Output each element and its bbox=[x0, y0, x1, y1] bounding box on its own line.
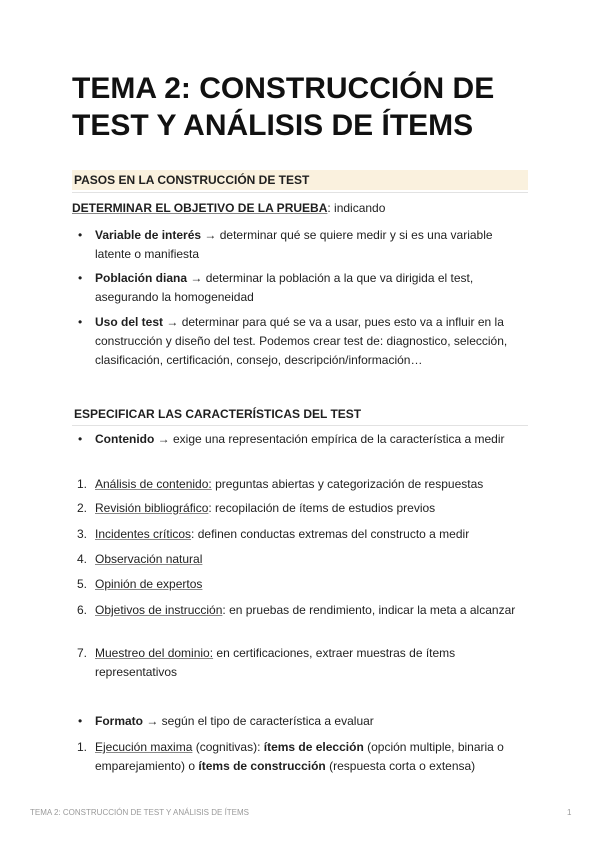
item-bold: ítems de construcción bbox=[198, 759, 326, 773]
item-label: Objetivos de instrucción bbox=[95, 603, 223, 617]
bullet-icon: • bbox=[78, 714, 83, 728]
item-label: Ejecución maxima bbox=[95, 740, 193, 754]
numbered-item bbox=[72, 499, 528, 518]
list-item bbox=[72, 226, 528, 264]
numbered-item bbox=[72, 525, 528, 544]
numbered-item bbox=[72, 644, 528, 682]
item-term: Uso del test bbox=[95, 315, 164, 329]
item-number: 7. bbox=[77, 646, 88, 660]
arrow-icon: → bbox=[143, 714, 162, 728]
item-term: Formato bbox=[95, 714, 143, 728]
bullet-icon: • bbox=[78, 432, 83, 446]
arrow-icon: → bbox=[154, 432, 173, 446]
item-label: Incidentes críticos bbox=[95, 527, 192, 541]
item-number: 4. bbox=[77, 552, 88, 566]
item-label: Observación natural bbox=[95, 552, 203, 566]
item-number: 5. bbox=[77, 577, 88, 591]
item-text: en certificaciones, extraer muestras de ítems representativos bbox=[95, 646, 456, 679]
bullet-icon: • bbox=[78, 271, 83, 285]
item-text: (cognitivas): bbox=[192, 740, 264, 754]
item-text: : definen conductas extremas del constructo a medir bbox=[191, 527, 470, 541]
list-item bbox=[72, 313, 528, 370]
numbered-item bbox=[72, 601, 528, 620]
item-text: (respuesta corta o extensa) bbox=[325, 759, 476, 773]
section-heading-especificar: ESPECIFICAR LAS CARACTERÍSTICAS DEL TEST bbox=[74, 407, 362, 421]
numbered-item bbox=[72, 738, 528, 776]
page-number: 1 bbox=[567, 808, 572, 817]
item-text: según el tipo de característica a evaluar bbox=[161, 714, 374, 728]
item-label: Análisis de contenido: bbox=[95, 477, 212, 491]
item-label: Revisión bibliográfico bbox=[95, 501, 209, 515]
list-item bbox=[72, 269, 528, 307]
list-item bbox=[72, 712, 528, 731]
item-text: : en pruebas de rendimiento, indicar la meta a alcanzar bbox=[222, 603, 516, 617]
divider bbox=[72, 192, 528, 193]
item-number: 1. bbox=[77, 477, 88, 491]
footer-title: TEMA 2: CONSTRUCCIÓN DE TEST Y ANÁLISIS DE ÍTEMS bbox=[30, 808, 250, 817]
item-term: Contenido bbox=[95, 432, 155, 446]
item-label: Muestreo del dominio: bbox=[95, 646, 214, 660]
item-number: 6. bbox=[77, 603, 88, 617]
item-number: 1. bbox=[77, 740, 88, 754]
bullet-icon: • bbox=[78, 228, 83, 242]
section-heading-pasos: PASOS EN LA CONSTRUCCIÓN DE TEST bbox=[72, 170, 528, 190]
bullet-icon: • bbox=[78, 315, 83, 329]
item-label: Opinión de expertos bbox=[95, 577, 203, 591]
item-text: preguntas abiertas y categorización de respuestas bbox=[211, 477, 484, 491]
item-text: (opción multiple, binaria o emparejamiento) o bbox=[95, 740, 504, 773]
item-text: determinar para qué se va a usar, pues esto va a influir en la construcción y diseño del test. Podemos crear test de: diagnostico, selección, clasificación, certificación, consejo, descripción/información… bbox=[95, 315, 508, 367]
objective-label: DETERMINAR EL OBJETIVO DE LA PRUEBA bbox=[72, 201, 328, 215]
item-text: determinar qué se quiere medir y si es una variable latente o manifiesta bbox=[95, 228, 493, 261]
arrow-icon: → bbox=[163, 315, 182, 329]
item-term: Población diana bbox=[95, 271, 188, 285]
numbered-item bbox=[72, 550, 528, 569]
objective-rest: : indicando bbox=[327, 201, 386, 215]
list-item bbox=[72, 430, 528, 449]
item-text: determinar la población a la que va dirigida el test, asegurando la homogeneidad bbox=[95, 271, 474, 304]
numbered-item bbox=[72, 575, 528, 594]
arrow-icon: → bbox=[201, 228, 220, 242]
page-title: TEMA 2: CONSTRUCCIÓN DE TEST Y ANÁLISIS DE ÍTEMS bbox=[72, 72, 495, 142]
numbered-item bbox=[72, 475, 528, 494]
item-number: 2. bbox=[77, 501, 88, 515]
item-term: Variable de interés bbox=[95, 228, 202, 242]
item-text: : recopilación de ítems de estudios previos bbox=[208, 501, 436, 515]
arrow-icon: → bbox=[187, 271, 206, 285]
divider bbox=[72, 425, 528, 426]
item-number: 3. bbox=[77, 527, 88, 541]
item-text: exige una representación empírica de la característica a medir bbox=[173, 432, 505, 446]
item-bold: ítems de elección bbox=[263, 740, 364, 754]
objective-line bbox=[72, 199, 385, 218]
